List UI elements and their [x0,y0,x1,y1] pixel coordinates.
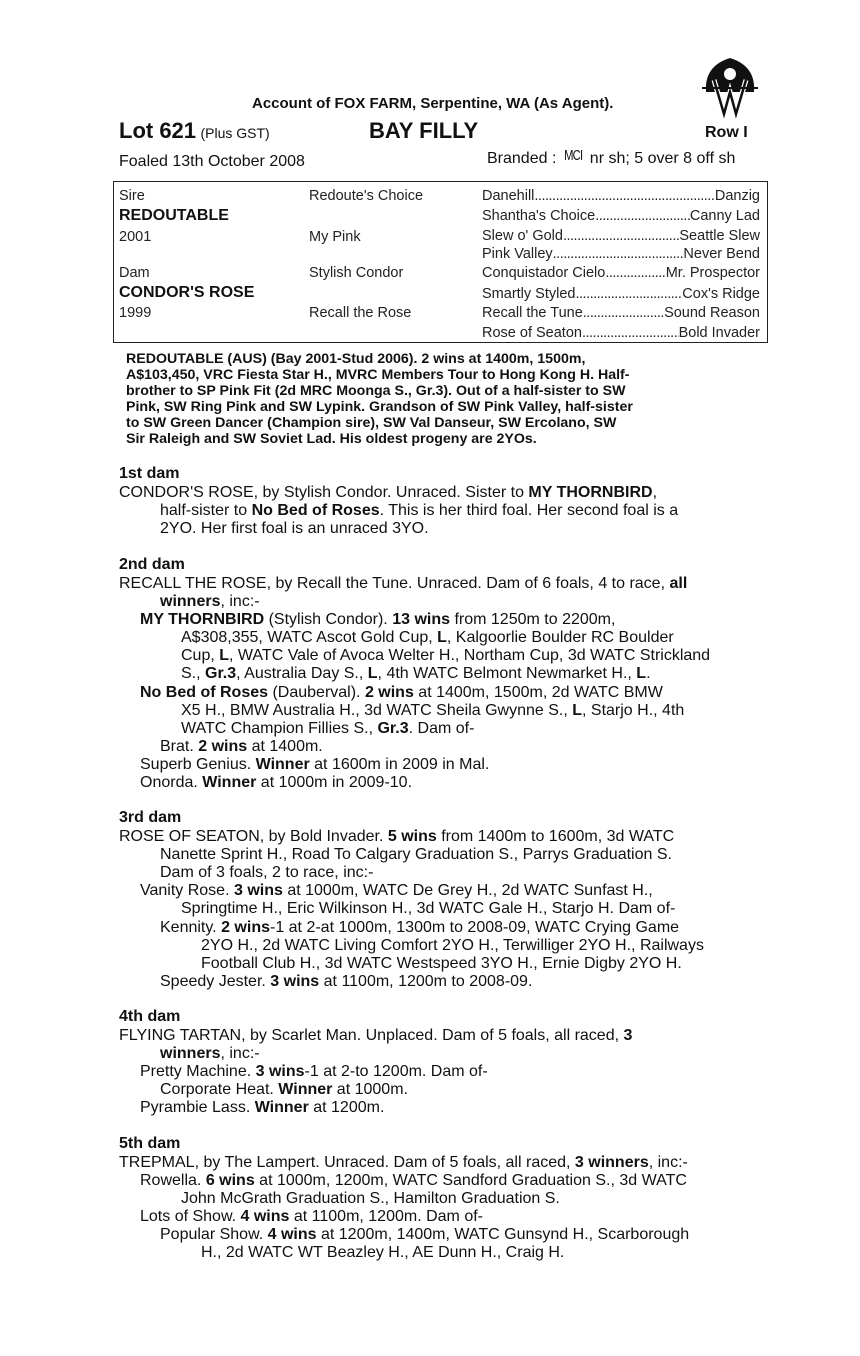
dam4-line: winners, inc:- [160,1045,260,1062]
dam3-line: ROSE OF SEATON, by Bold Invader. 5 wins from 1400m to 1600m, 3d WATC [119,828,675,845]
branded-suffix: nr sh; 5 over 8 off sh [589,150,736,167]
dam2-line: Onorda. Winner at 1000m in 2009-10. [140,774,413,791]
row-label: Row I [705,124,748,141]
lot-number [119,118,270,144]
dam2-line: X5 H., BMW Australia H., 3d WATC Sheila Gwynne S., L, Starjo H., 4th [181,702,685,719]
brand-mark: MCI [563,147,583,164]
dam3-line: Nanette Sprint H., Road To Calgary Graduation S., Parrys Graduation S. [160,846,672,863]
sire-summary: REDOUTABLE (AUS) (Bay 2001-Stud 2006). 2 wins at 1400m, 1500m, A$103,450, VRC Fiesta Star H., MVRC Members Tour to Hong Kong H. Half- brother to SP Pink Fit (2d MRC Moonga S., Gr.3). Out of a half-sister to SW Pink, SW Ring Pink and SW Lypink. Grandson of SW Pink Valley, half-sister to SW Green Dancer (Champion sire), SW Val Danseur, SW Ercolano, SW Sir Raleigh and SW Soviet Lad. His oldest progeny are 2YOs. [126,351,633,447]
branded-prefix: Branded : [487,150,557,167]
gen3-4: Pink Valley ..... Never Bend [482,246,760,262]
dam2-line: WATC Champion Fillies S., Gr.3. Dam of- [181,720,475,737]
lot-note: (Plus GST) [200,125,270,141]
dam1-line: CONDOR'S ROSE, by Stylish Condor. Unraced. Sister to MY THORNBIRD, [119,484,658,501]
dam2-line: A$308,355, WATC Ascot Gold Cup, L, Kalgoorlie Boulder RC Boulder [181,629,674,646]
dam3-line: 2YO H., 2d WATC Living Comfort 2YO H., Terwilliger 2YO H., Railways [201,937,704,954]
fourth-dam-heading: 4th dam [119,1008,181,1025]
lot-label: Lot 621 [119,118,197,143]
gen2-dam-dam: Recall the Rose [309,305,412,321]
dam2-line: MY THORNBIRD (Stylish Condor). 13 wins from 1250m to 2200m, [140,611,616,628]
gen3-8: Rose of Seaton ..... Bold Invader [482,325,760,341]
sire-year: 2001 [119,229,152,245]
dam5-line: TREPMAL, by The Lampert. Unraced. Dam of 5 foals, all raced, 3 winners, inc:- [119,1154,688,1171]
dam4-line: FLYING TARTAN, by Scarlet Man. Unplaced. Dam of 5 foals, all raced, 3 [119,1027,633,1044]
gen3-1: Danehill ..... Danzig [482,188,760,204]
dam5-line: John McGrath Graduation S., Hamilton Graduation S. [181,1190,560,1207]
dam-name: CONDOR'S ROSE [119,284,255,301]
gen3-6: Smartly Styled ..... Cox's Ridge [482,286,760,302]
gen3-2: Shantha's Choice ..... Canny Lad [482,208,760,224]
dam2-line: Superb Genius. Winner at 1600m in 2009 in Mal. [140,756,490,773]
dam3-line: Vanity Rose. 3 wins at 1000m, WATC De Grey H., 2d WATC Sunfast H., [140,882,653,899]
dam4-line: Corporate Heat. Winner at 1000m. [160,1081,408,1098]
gen2-sire-sire: Redoute's Choice [309,188,424,204]
dam1-line: half-sister to No Bed of Roses. This is her third foal. Her second foal is a [160,502,679,519]
horse-description: BAY FILLY [369,118,479,143]
dam5-line: H., 2d WATC WT Beazley H., AE Dunn H., Craig H. [201,1244,565,1261]
pedigree-table [113,181,768,343]
dam5-line: Lots of Show. 4 wins at 1100m, 1200m. Dam of- [140,1208,483,1225]
dam3-line: Kennity. 2 wins-1 at 2-at 1000m, 1300m to 2008-09, WATC Crying Game [160,919,680,936]
dam-label: Dam [119,265,150,281]
dam5-line: Rowella. 6 wins at 1000m, 1200m, WATC Sandford Graduation S., 3d WATC [140,1172,687,1189]
vendor-account: Account of FOX FARM, Serpentine, WA (As Agent). [252,95,614,112]
dam2-line: RECALL THE ROSE, by Recall the Tune. Unraced. Dam of 6 foals, 4 to race, all [119,575,688,592]
dam3-line: Dam of 3 foals, 2 to race, inc:- [160,864,374,881]
dam4-line: Pyrambie Lass. Winner at 1200m. [140,1099,385,1116]
gen2-sire-dam: My Pink [309,229,361,245]
gen3-7: Recall the Tune ..... Sound Reason [482,305,760,321]
second-dam-heading: 2nd dam [119,556,185,573]
dam5-line: Popular Show. 4 wins at 1200m, 1400m, WATC Gunsynd H., Scarborough [160,1226,690,1243]
dam1-line: 2YO. Her first foal is an unraced 3YO. [160,520,429,537]
dam2-line: No Bed of Roses (Dauberval). 2 wins at 1400m, 1500m, 2d WATC BMW [140,684,663,701]
dam3-line: Springtime H., Eric Wilkinson H., 3d WATC Gale H., Starjo H. Dam of- [181,900,676,917]
dam3-line: Football Club H., 3d WATC Westspeed 3YO H., Ernie Digby 2YO H. [201,955,682,972]
brand-info [487,147,736,168]
first-dam-heading: 1st dam [119,465,180,482]
fifth-dam-heading: 5th dam [119,1135,181,1152]
gen3-3: Slew o' Gold ..... Seattle Slew [482,228,760,244]
foaled-date: Foaled 13th October 2008 [119,153,305,170]
dam3-line: Speedy Jester. 3 wins at 1100m, 1200m to 2008-09. [160,973,533,990]
dam2-line: winners, inc:- [160,593,260,610]
dam-year: 1999 [119,305,152,321]
dam2-line: S., Gr.3, Australia Day S., L, 4th WATC Belmont Newmarket H., L. [181,665,651,682]
dam2-line: Cup, L, WATC Vale of Avoca Welter H., Northam Cup, 3d WATC Strickland [181,647,711,664]
third-dam-heading: 3rd dam [119,809,182,826]
gen3-5: Conquistador Cielo ..... Mr. Prospector [482,265,760,281]
dam4-line: Pretty Machine. 3 wins-1 at 2-to 1200m. Dam of- [140,1063,488,1080]
dam2-line: Brat. 2 wins at 1400m. [160,738,323,755]
sire-label: Sire [119,188,145,204]
farm-logo-icon [700,52,760,120]
gen2-dam-sire: Stylish Condor [309,265,404,281]
sire-name: REDOUTABLE [119,207,229,224]
